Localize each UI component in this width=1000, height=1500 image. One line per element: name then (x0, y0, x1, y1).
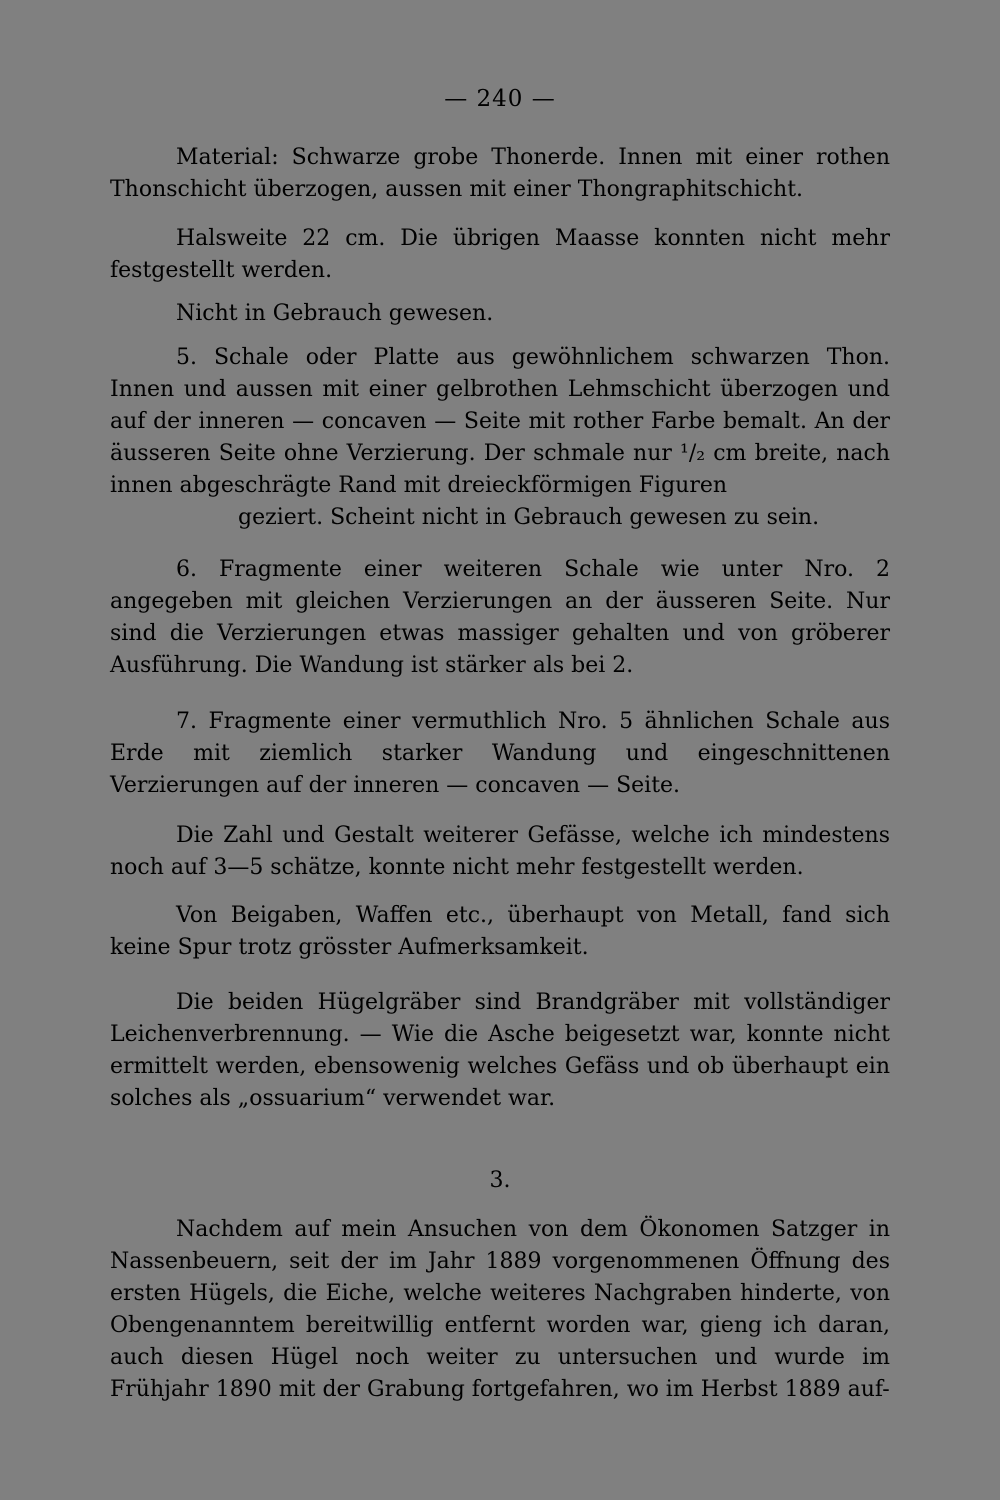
paragraph-item-6: 6. Fragmente einer weiteren Schale wie unter Nro. 2 angegeben mit gleichen Verzierungen an der äusseren Seite. Nur sind die Verzierungen etwas massiger gehalten und von gröberer Ausführung. Die Wandung ist stärker als bei 2. (110, 557, 890, 678)
paragraph-nachdem: Nachdem auf mein Ansuchen von dem Ökonomen Satzger in Nassenbeuern, seit der im Jahr 1889 vorgenommenen Öffnung des ersten Hügels, die Eiche, welche weiteres Nachgraben hinderte, von Obengenanntem bereitwillig entfernt worden war, gieng ich daran, auch diesen Hügel noch weiter zu untersuchen und wurde im Frühjahr 1890 mit der Grabung fortgefahren, wo im Herbst 1889 auf- (110, 1217, 890, 1402)
paragraph-item-7: 7. Fragmente einer vermuthlich Nro. 5 ähnlichen Schale aus Erde mit ziemlich starker Wandung und eingeschnittenen Verzierungen auf der inneren — concaven — Seite. (110, 709, 890, 798)
paragraph-nicht-gebrauch: Nicht in Gebrauch gewesen. (176, 301, 494, 326)
paragraph-item-5 (110, 342, 890, 534)
item-5-tail: geziert. Scheint nicht in Gebrauch gewesen zu sein. (238, 505, 820, 530)
item-5-body: 5. Schale oder Platte aus gewöhnlichem schwarzen Thon. Innen und aussen mit einer gelbrothen Lehmschicht überzogen und auf der inneren — concaven — Seite mit rother Farbe bemalt. An der äusseren Seite ohne Verzierung. Der schmale nur ¹/₂ cm breite, nach innen abgeschrägte Rand mit dreieckförmigen Figuren (110, 345, 890, 498)
page-number: — 240 — (444, 86, 556, 112)
paragraph-zahl-gestalt: Die Zahl und Gestalt weiterer Gefässe, welche ich mindestens noch auf 3—5 schätze, konnte nicht mehr festgestellt werden. (110, 823, 890, 880)
paragraph-huegelgraeber: Die beiden Hügelgräber sind Brandgräber mit vollständiger Leichenverbrennung. — Wie die Asche beigesetzt war, konnte nicht ermittelt werden, ebensowenig welches Gefäss und ob überhaupt ein solches als „ossuarium“ verwendet war. (110, 990, 890, 1111)
paragraph-material: Material: Schwarze grobe Thonerde. Innen mit einer rothen Thonschicht überzogen, aussen mit einer Thongraphitschicht. (110, 145, 890, 202)
section-heading: 3. (489, 1168, 511, 1193)
paragraph-beigaben: Von Beigaben, Waffen etc., überhaupt von Metall, fand sich keine Spur trotz grösster Aufmerksamkeit. (110, 903, 890, 960)
paragraph-halsweite: Halsweite 22 cm. Die übrigen Maasse konnten nicht mehr festgestellt werden. (110, 226, 890, 283)
